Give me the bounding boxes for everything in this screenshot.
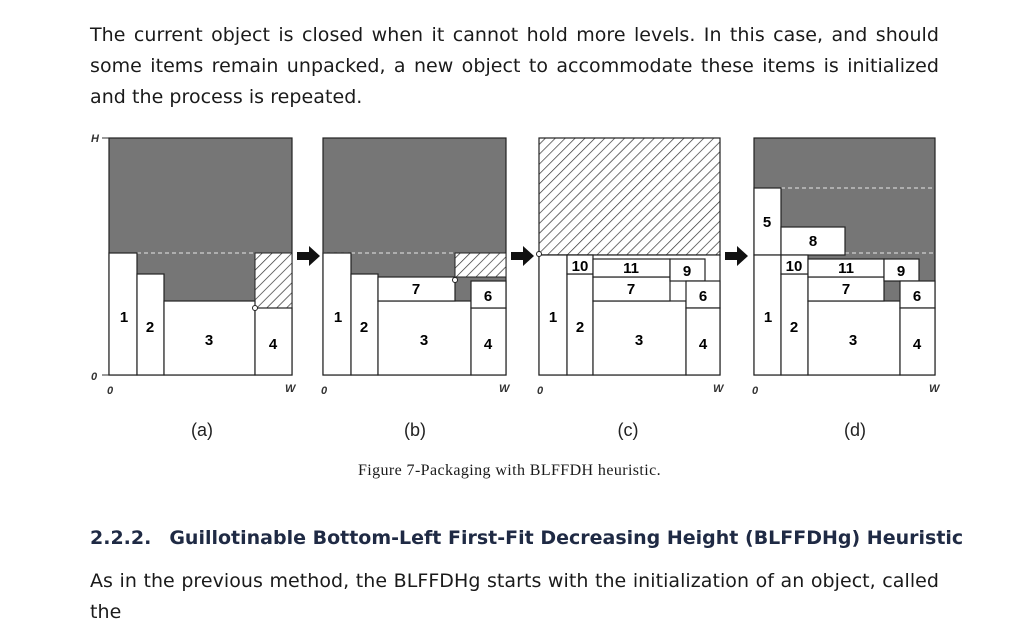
axis-w-label: W [285,383,296,395]
corner-marker [253,306,258,311]
axis-o-label: 0 [321,385,328,397]
item-label: 2 [145,319,155,336]
axis-h-label: H [91,133,99,145]
item-label: 1 [548,309,558,326]
axis-w-label: W [499,383,510,395]
panel-c [537,138,726,440]
item-label: 7 [626,281,636,298]
corner-marker [453,278,458,283]
item-label: 4 [268,336,278,353]
section-heading [90,527,963,549]
arrow-icon [725,246,748,266]
panel-d [752,138,941,440]
item-label: 4 [912,336,922,353]
section-title: Guillotinable Bottom-Left First-Fit Decreasing Height (BLFFDHg) Heuristic [169,527,964,549]
corner-marker [537,252,542,257]
item-label: 3 [634,332,644,349]
axis-zero-label: 0 [91,371,98,383]
item-label: 2 [789,319,799,336]
section-number: 2.2.2. [90,527,152,549]
item-label: 1 [763,309,773,326]
body-paragraph: As in the previous method, the BLFFDHg starts with the initialization of an object, called the [90,570,939,623]
item-label: 10 [785,258,803,275]
item-label: 1 [119,309,129,326]
item-label: 9 [896,263,906,280]
figure-caption: Figure 7-Packaging with BLFFDH heuristic. [357,462,662,479]
item-label: 6 [912,288,922,305]
item-label: 1 [333,309,343,326]
closed-region [539,138,720,255]
panel-label: (d) [844,420,866,440]
panel-label: (c) [617,420,639,440]
item-label: 5 [762,214,772,231]
item-label: 9 [682,263,692,280]
item-label: 4 [698,336,708,353]
axis-w-label: W [929,383,940,395]
item-label: 7 [841,281,851,298]
intro-paragraph: The current object is closed when it cannot hold more levels. In this case, and should some items remain unpacked, a new object to accommodate these items is initialized and the process is repeated. [90,24,939,108]
arrow-icon [297,246,320,266]
item-label: 2 [575,319,585,336]
hatched-region [255,253,292,308]
item-label: 2 [359,319,369,336]
item-label: 3 [419,332,429,349]
arrow-icon [511,246,534,266]
panel-label: (b) [404,420,426,440]
axis-w-label: W [713,383,724,395]
axis-o-label: 0 [752,385,759,397]
item-label: 8 [808,233,818,250]
item-label: 11 [838,260,854,277]
item-label: 7 [411,281,421,298]
panel-b [321,138,511,440]
packing-figure [80,128,960,458]
hatched-region [455,253,506,277]
item-label: 6 [698,288,708,305]
axis-o-label: 0 [107,385,114,397]
panel-label: (a) [191,420,213,440]
item-label: 3 [204,332,214,349]
item-label: 4 [483,336,493,353]
item-label: 3 [848,332,858,349]
axis-o-label: 0 [537,385,544,397]
item-label: 11 [623,260,639,277]
panel-a [107,138,297,440]
item-label: 10 [571,258,589,275]
item-label: 6 [483,288,493,305]
